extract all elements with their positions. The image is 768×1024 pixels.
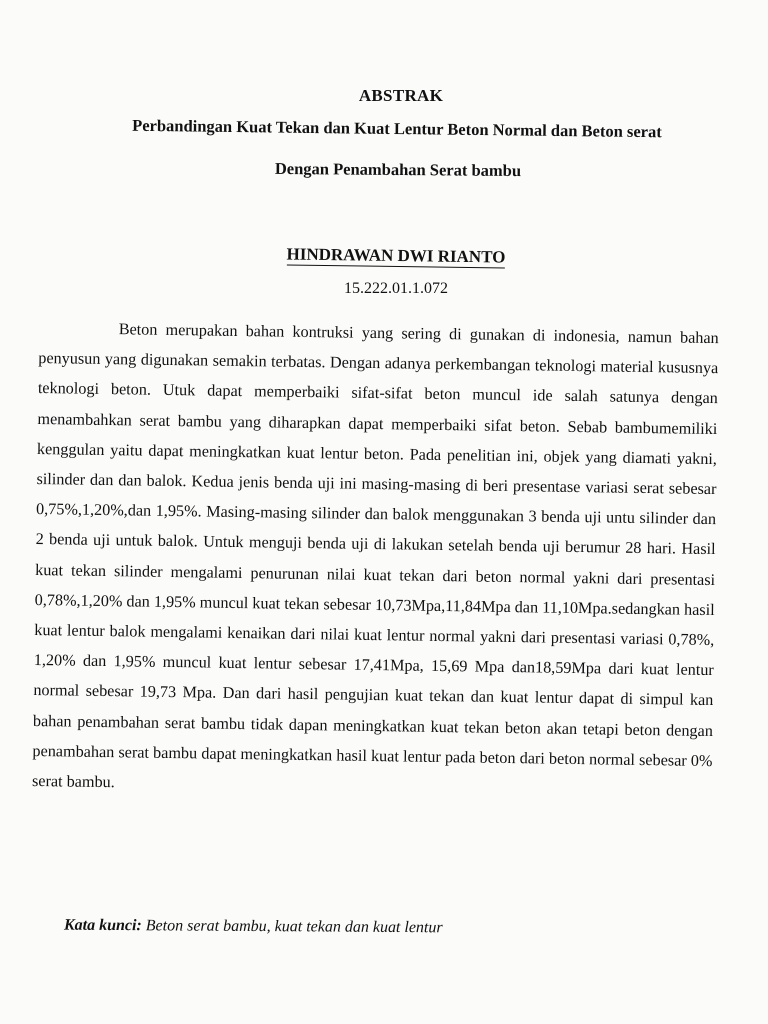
abstract-body: Beton merupakan bahan kontruksi yang sering di gunakan di indonesia, namun bahan penyusun yang digunakan semakin terbatas. Dengan adanya perkembangan teknologi material kususnya teknologi beton. Utuk dapat memperbaiki sifat-sifat beton muncul ide salah satunya dengan menambahkan serat bambu yang diharapkan dapat memperbaiki sifat beton. Sebab bambumemiliki kenggulan yaitu dapat meningkatkan kuat lentur beton. Pada penelitian ini, objek yang diamati yakni, silinder dan dan balok. Kedua jenis benda uji ini masing-masing di beri presentase variasi serat sebesar 0,75%,1,20%,dan 1,95%. Masing-masing silinder dan balok menggunakan 3 benda uji untu silinder dan 2 benda uji untuk balok. Untuk menguji benda uji di lakukan setelah benda uji berumur 28 hari. Hasil kuat tekan silinder mengalami penurunan nilai kuat tekan dari beton normal yakni dari presentasi 0,78%,1,20% dan 1,95% muncul kuat tekan sebesar 10,73Mpa,11,84Mpa dan 11,10Mpa.sedangkan hasil kuat lentur balok mengalami kenaikan dari nilai kuat lentur normal yakni dari presentasi variasi 0,78%, 1,20% dan 1,95% muncul kuat lentur sebesar 17,41Mpa, 15,69 Mpa dan18,59Mpa dari kuat lentur normal sebesar 19,73 Mpa. Dan dari hasil pengujian kuat tekan dan kuat lentur dapat di simpul kan bahan penambahan serat bambu tidak dapan meningkatkan kuat tekan beton akan tetapi beton dengan penambahan serat bambu dapat meningkatkan hasil kuat lentur pada beton dari beton normal sebesar 0% serat bambu.	[31, 320, 719, 792]
author-name-text: HINDRAWAN DWI RIANTO	[286, 244, 506, 267]
keywords-value: Beton serat bambu, kuat tekan dan kuat lentur	[141, 917, 443, 937]
author-name	[12, 241, 768, 272]
title-line-2: Dengan Penambahan Serat bambu	[274, 158, 522, 181]
title-line-1: Perbandingan Kuat Tekan dan Kuat Lentur Beton Normal dan Beton serat	[132, 115, 662, 142]
keywords-label: Kata kunci:	[63, 916, 142, 935]
keywords	[64, 917, 443, 938]
abstract-heading: ABSTRAK	[358, 86, 444, 105]
student-id: 15.222.01.1.072	[344, 280, 448, 297]
